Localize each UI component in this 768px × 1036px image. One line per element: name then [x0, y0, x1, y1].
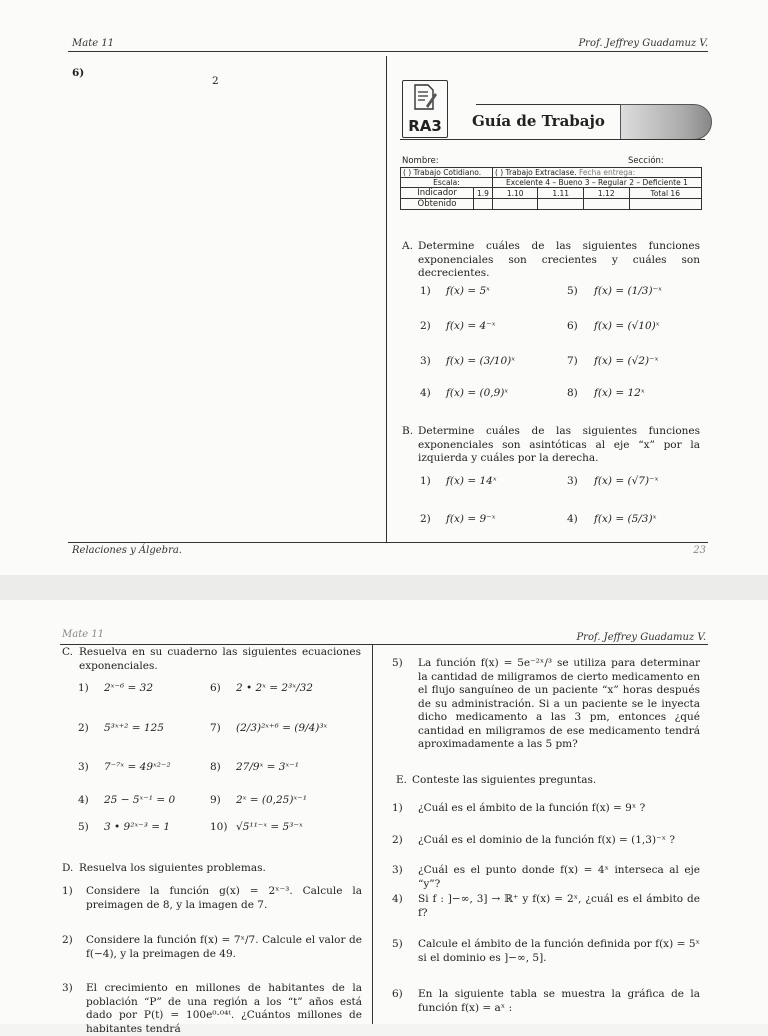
indicador-cell: 1.9 [474, 188, 493, 199]
itemB-number: 4) [567, 513, 578, 525]
obtenido-cell [584, 199, 630, 210]
itemB-function: f(x) = (5/3)ˣ [594, 513, 657, 525]
itemA-function: f(x) = (3/10)ˣ [446, 355, 515, 367]
itemD-number: 1) [62, 885, 73, 897]
title-underline [400, 139, 705, 140]
itemA-number: 7) [567, 355, 578, 367]
itemE-text: ¿Cuál es el dominio de la función f(x) = (1,3)⁻ˣ ? [418, 834, 675, 846]
itemA-number: 2) [420, 320, 431, 332]
sectionB-instructions: Determine cuáles de las siguientes funciones exponenciales son asintóticas al eje “x” por la izquierda y cuáles por la derecha. [418, 425, 700, 464]
itemC-number: 4) [78, 794, 89, 806]
indicador-total: Total 16 [629, 188, 701, 199]
seccion-label: Sección: [628, 156, 664, 166]
obtenido-cell [538, 199, 584, 210]
itemA-number: 3) [420, 355, 431, 367]
itemC-equation: 2ˣ⁻⁶ = 32 [104, 682, 153, 694]
itemA-number: 8) [567, 387, 578, 399]
rubric-table [400, 167, 702, 210]
header-right: Prof. Jeffrey Guadamuz V. [578, 38, 708, 49]
nombre-label: Nombre: [402, 156, 439, 166]
obtenido-cell [492, 199, 538, 210]
itemC-number: 10) [210, 821, 228, 833]
itemC-equation: √5¹¹⁻ˣ = 5³⁻ˣ [236, 821, 303, 833]
itemB-number: 2) [420, 513, 431, 525]
itemC-number: 7) [210, 722, 221, 734]
itemD-number: 2) [62, 934, 73, 946]
rubric-cotidiano: ( ) Trabajo Cotidiano. [401, 168, 493, 178]
rubric-extraclase: ( ) Trabajo Extraclase. Fecha entrega: [492, 168, 701, 178]
page-number: 23 [693, 545, 706, 556]
itemC-number: 9) [210, 794, 221, 806]
itemD-text: Considere la función f(x) = 7ˣ/7. Calcule el valor de f(−4), y la preimagen de 49. [86, 934, 362, 960]
indicador-label: Indicador [401, 188, 474, 199]
header-rule [60, 644, 708, 645]
page-gap [0, 575, 768, 600]
footer-rule [68, 542, 708, 543]
sectionE-instructions: Conteste las siguientes preguntas. [412, 774, 597, 786]
itemE-text: ¿Cuál es el punto donde f(x) = 4ˣ interseca al eje “y”? [418, 864, 700, 890]
itemA-function: f(x) = 12ˣ [594, 387, 645, 399]
itemC-equation: (2/3)²ˣ⁺⁶ = (9/4)³ˣ [236, 722, 328, 734]
itemA-number: 4) [420, 387, 431, 399]
document-pencil-icon [413, 84, 437, 110]
sectionC-instructions: Resuelva en su cuaderno las siguientes ecuaciones exponenciales. [79, 646, 361, 672]
title-rule [476, 104, 626, 105]
itemD-text: El crecimiento en millones de habitantes de la población “P” de una región a los “t” años está dado por P(t) = 100e⁰·⁰⁴ᵗ. ¿Cuántos millones de habitantes tendrá [86, 982, 362, 1035]
itemE-text: Si f : ]−∞, 3] → ℝ⁺ y f(x) = 2ˣ, ¿cuál es el ámbito de f? [418, 893, 700, 919]
itemB-number: 3) [567, 475, 578, 487]
itemC-equation: 3 • 9²ˣ⁻³ = 1 [104, 821, 171, 833]
itemA-function: f(x) = (√2)⁻ˣ [594, 355, 659, 367]
itemC-equation: 27/9ˣ = 3ˣ⁻¹ [236, 761, 299, 773]
itemE-text: Calcule el ámbito de la función definida por f(x) = 5ˣ si el dominio es ]−∞, 5]. [418, 938, 700, 964]
itemB-function: f(x) = 14ˣ [446, 475, 497, 487]
left-item-label: 6) [72, 67, 85, 79]
ra3-logo [402, 80, 448, 138]
itemE-number: 5) [392, 938, 403, 950]
itemC-number: 5) [78, 821, 89, 833]
itemA-function: f(x) = (0,9)ˣ [446, 387, 509, 399]
itemB-number: 1) [420, 475, 431, 487]
footer-left: Relaciones y Álgebra. [72, 545, 182, 556]
itemC-equation: 25 − 5ˣ⁻¹ = 0 [104, 794, 176, 806]
worksheet-title: Guía de Trabajo [472, 112, 605, 130]
itemC-number: 2) [78, 722, 89, 734]
column-divider [372, 644, 373, 1024]
ra3-code: RA3 [408, 117, 442, 135]
itemC-equation: 2 • 2ˣ = 2³ˣ/32 [236, 682, 313, 694]
itemC-number: 8) [210, 761, 221, 773]
indicador-cell: 1.12 [584, 188, 630, 199]
item5-number: 5) [392, 657, 403, 669]
escala-label: Escala: [401, 178, 493, 188]
itemE-number: 1) [392, 802, 403, 814]
itemC-equation: 7⁻⁷ˣ = 49ˣ²⁻² [104, 761, 171, 773]
itemC-number: 6) [210, 682, 221, 694]
itemE-number: 2) [392, 834, 403, 846]
indicador-cell: 1.11 [538, 188, 584, 199]
sectionB-letter: B. [402, 425, 414, 437]
itemC-equation: 5³ˣ⁺² = 125 [104, 722, 164, 734]
itemD-text: Considere la función g(x) = 2ˣ⁻³. Calcule la preimagen de 8, y la imagen de 7. [86, 885, 362, 911]
itemC-equation: 2ˣ = (0,25)ˣ⁻¹ [236, 794, 307, 806]
header-left: Mate 11 [72, 38, 115, 49]
itemD-number: 3) [62, 982, 73, 994]
title-banner [620, 104, 712, 140]
itemC-number: 3) [78, 761, 89, 773]
obtenido-cell [474, 199, 493, 210]
escala-values: Excelente 4 – Bueno 3 – Regular 2 – Deficiente 1 [492, 178, 701, 188]
itemE-number: 3) [392, 864, 403, 876]
itemB-function: f(x) = (√7)⁻ˣ [594, 475, 659, 487]
indicador-cell: 1.10 [492, 188, 538, 199]
sectionC-letter: C. [62, 646, 73, 658]
worksheet-page-bottom [0, 600, 768, 1035]
column-divider [386, 56, 387, 542]
sectionD-letter: D. [62, 862, 74, 874]
itemB-function: f(x) = 9⁻ˣ [446, 513, 496, 525]
header-left: Mate 11 [62, 629, 105, 640]
itemE-number: 6) [392, 988, 403, 1000]
itemC-number: 1) [78, 682, 89, 694]
itemE-text: En la siguiente tabla se muestra la gráfica de la función f(x) = aˣ : [418, 988, 700, 1014]
itemA-function: f(x) = 5ˣ [446, 285, 490, 297]
itemA-number: 6) [567, 320, 578, 332]
sectionA-instructions: Determine cuáles de las siguientes funciones exponenciales son crecientes y cuáles son decrecientes. [418, 240, 700, 279]
itemA-number: 1) [420, 285, 431, 297]
item5-text: La función f(x) = 5e⁻²ˣ/³ se utiliza para determinar la cantidad de miligramos de cierto medicamento en el flujo sanguíneo de un paciente “x” horas después de su administración. Si a un paciente se le inyecta dicho medicamento a las 3 pm, entonces ¿qué cantidad en miligramos de ese medicamento tendrá aproximadamente a las 5 pm? [418, 657, 700, 750]
left-item-number: 2 [212, 75, 219, 87]
header-rule [68, 51, 708, 52]
itemA-function: f(x) = (1/3)⁻ˣ [594, 285, 662, 297]
itemA-number: 5) [567, 285, 578, 297]
itemA-function: f(x) = (√10)ˣ [594, 320, 660, 332]
itemA-function: f(x) = 4⁻ˣ [446, 320, 496, 332]
sectionD-instructions: Resuelva los siguientes problemas. [79, 862, 266, 874]
header-right: Prof. Jeffrey Guadamuz V. [576, 632, 706, 643]
obtenido-label: Obtenido [401, 199, 474, 210]
sectionE-letter: E. [396, 774, 408, 786]
sectionA-letter: A. [402, 240, 413, 252]
obtenido-cell [629, 199, 701, 210]
itemE-text: ¿Cuál es el ámbito de la función f(x) = 9ˣ ? [418, 802, 646, 814]
itemE-number: 4) [392, 893, 403, 905]
